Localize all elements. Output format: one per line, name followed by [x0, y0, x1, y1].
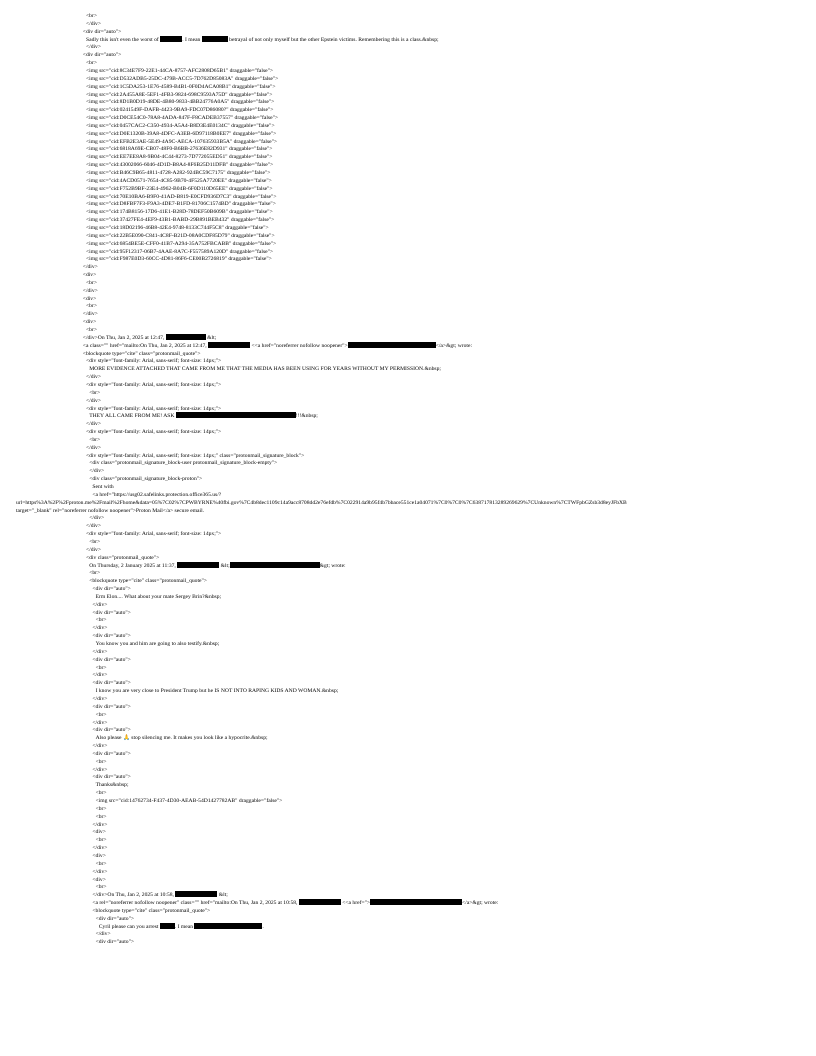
- line-text: </div>: [82, 264, 98, 271]
- source-line: [83, 271, 96, 279]
- source-line: [96, 797, 283, 805]
- source-line: [86, 153, 272, 161]
- line-text: <img src="cid:0241549F-DAFB-4423-9BA9-FDC07D86080?" draggable="false">: [86, 107, 274, 114]
- line-text: </div>: [92, 625, 108, 632]
- source-line: [92, 891, 227, 899]
- line-text: <img src="cid:D0CE54C0-78A8-4ADA-847F-F8CADEB37557" draggable="false">: [86, 115, 279, 122]
- line-text: Erm Elon.... What about your mate Sergey Brin?&nbsp;: [95, 593, 222, 600]
- redaction-box: [176, 412, 296, 418]
- redaction-box: [299, 899, 341, 905]
- line-text: <img src="cid:22B5E090-C841-4C8F-B21D-08A0CDF85D79" draggable="false">: [86, 232, 275, 239]
- line-text: <div dir="auto">: [82, 52, 122, 59]
- source-line: [86, 405, 221, 413]
- source-line: [92, 632, 130, 640]
- source-line: [96, 883, 107, 891]
- line-text: <div style="font-family: Arial, sans-serif; font-size: 14px;">: [86, 358, 222, 365]
- source-line: [96, 640, 220, 648]
- line-text: <br>: [86, 13, 97, 19]
- line-text: <div dir="auto">: [95, 939, 135, 946]
- line-text: </div>: [86, 444, 102, 451]
- line-text: I know you are very close to President Trump but he IS NOT INTO RAPING KIDS AND WOMAN.&nbsp;: [95, 688, 339, 695]
- source-line: [83, 350, 201, 358]
- source-line: [96, 687, 339, 695]
- redaction-box: [202, 36, 228, 42]
- source-line: [92, 648, 107, 656]
- redaction-box: [166, 334, 206, 340]
- source-line: [86, 302, 97, 310]
- source-line: [86, 357, 221, 365]
- redaction-box: [160, 36, 182, 42]
- line-text: <div dir="auto">: [92, 680, 131, 687]
- source-line: [86, 67, 273, 75]
- line-text: <div dir="auto">: [92, 774, 131, 781]
- line-text: </div>: [86, 44, 102, 51]
- line-text: Thanks&nbsp;: [95, 782, 129, 789]
- line-text: </div>: [92, 719, 108, 726]
- source-line: [86, 36, 439, 44]
- source-line: [86, 130, 276, 138]
- redaction-box: [160, 923, 175, 929]
- source-line: [92, 766, 107, 774]
- redaction-box: [230, 562, 320, 568]
- source-line: [86, 200, 276, 208]
- line-text: <br>: [95, 664, 107, 671]
- source-line: [86, 397, 101, 405]
- source-line: [86, 216, 274, 224]
- line-text: <div style="font-family: Arial, sans-serif; font-size: 14px;">: [86, 429, 222, 436]
- redaction-box: [194, 923, 262, 929]
- line-text: stop silencing me. It makes you look like a hypocrite.&nbsp;: [129, 735, 268, 742]
- line-text: <div style="font-family: Arial, sans-serif; font-size: 14px;">: [86, 381, 222, 388]
- line-text: </div>: [95, 931, 111, 938]
- line-text: </div>: [92, 868, 108, 875]
- source-line: [86, 83, 276, 91]
- source-line: [86, 185, 273, 193]
- line-text: </div>: [92, 648, 108, 655]
- line-text: betrayal of not only myself but the other Epstein victims. Remembering this is a class.&nbsp;: [227, 36, 439, 43]
- source-line: [86, 208, 273, 216]
- line-text: Sent with: [92, 484, 114, 490]
- source-line: [99, 923, 264, 931]
- source-line: [86, 114, 278, 122]
- source-line: [86, 546, 101, 554]
- source-line: [92, 609, 130, 617]
- source-line: [16, 507, 204, 515]
- line-text: <img src="cid:EFB2E3AE-5E49-4A9C-AECA-107635933B5A" draggable="false">: [86, 138, 278, 145]
- source-line: [86, 12, 97, 20]
- line-text: </div>: [92, 821, 108, 828]
- line-text: <img src="cid:F752B9BF-23E4-4962-B04B-6F0D110D65EE" draggable="false">: [86, 185, 273, 192]
- line-text: <img src="cid:174B8156-17D6-41E1-B28D-78DEF50B609B" draggable="false">: [86, 209, 273, 216]
- source-line: [86, 193, 276, 201]
- line-text: <div class="protonmail_signature_block-proton">: [89, 476, 203, 483]
- source-line: [92, 585, 130, 593]
- line-text: <blockquote type="cite" class="protonmail_quote">: [92, 907, 211, 914]
- source-line: [92, 679, 130, 687]
- redaction-box: [208, 342, 250, 348]
- source-line: [86, 122, 275, 130]
- line-text: </div>: [92, 695, 108, 702]
- source-line: [92, 671, 107, 679]
- line-text: <img src="cid:8C34E7F9-22E1-44CA-8757-AFC2808D65B1" draggable="false">: [86, 67, 274, 74]
- source-line: [96, 758, 107, 766]
- source-line: [92, 868, 107, 876]
- line-text: <br>: [95, 813, 107, 820]
- source-line: [92, 899, 498, 907]
- line-text: <div dir="auto">: [92, 656, 131, 663]
- line-text: <br>: [89, 538, 101, 545]
- source-line: [83, 263, 98, 271]
- line-text: </div>: [86, 421, 102, 428]
- source-line: [89, 569, 100, 577]
- redaction-box: [370, 899, 462, 905]
- line-text: </div>: [92, 743, 108, 750]
- line-text: <br>: [86, 60, 97, 67]
- line-text: <div style="font-family: Arial, sans-serif; font-size: 14px;">: [86, 531, 222, 538]
- source-line: [86, 420, 101, 428]
- source-line: [89, 577, 207, 585]
- line-text: <img src="cid:D532ADB5-25DC-479B-ACC5-7D762D85083A" draggable="false">: [86, 75, 279, 82]
- source-line: [92, 821, 107, 829]
- line-text: <br>: [95, 790, 107, 797]
- source-line: [92, 844, 107, 852]
- line-text: <div dir="auto">: [92, 609, 131, 616]
- source-line: [86, 381, 221, 389]
- line-text: <div>: [92, 829, 106, 836]
- source-line: [89, 514, 104, 522]
- line-text: <br>: [95, 758, 107, 765]
- source-line: [86, 169, 270, 177]
- source-line: [86, 59, 97, 67]
- source-line: [83, 342, 472, 350]
- line-text: <div dir="auto">: [82, 28, 122, 35]
- source-line: [96, 813, 107, 821]
- line-text: <div>: [92, 876, 106, 883]
- source-line: [92, 656, 130, 664]
- line-text: <img src="cid:8D1B0D19-48DE-4B80-9833-4BB24776A0A5" draggable="false">: [86, 99, 275, 106]
- source-line: [92, 703, 130, 711]
- line-text: <br>: [89, 389, 101, 396]
- line-text: <img src="cid:70E10BA6-B9F0-41AD-B819-E0CFD936D7C3" draggable="false">: [86, 193, 277, 200]
- line-text: <div dir="auto">: [92, 633, 131, 640]
- redaction-box: [175, 891, 217, 897]
- source-line: [86, 20, 101, 28]
- line-text: </div>: [86, 397, 102, 404]
- line-text: THEY ALL CAME FROM ME! ASK: [89, 413, 176, 420]
- source-line: [96, 789, 107, 797]
- source-line: [96, 930, 111, 938]
- source-line: [83, 51, 121, 59]
- line-text: <a class="" href="mailto:On Thu, Jan 2, 2025 at 12:47,: [82, 342, 209, 349]
- line-text: &lt;: [219, 562, 230, 569]
- line-text: On Thursday, 2 January 2025 at 11:37,: [89, 562, 178, 569]
- source-line: [89, 562, 345, 570]
- source-line: [86, 240, 276, 248]
- line-text: <img src="cid:1C5DA253-1E76-4589-B4B1-0F0D4ACA08B1" draggable="false">: [86, 83, 276, 90]
- line-text: <img src="cid:14762734-F437-4D30-AEAB-54D1427782AB" draggable="false">: [95, 798, 283, 804]
- line-text: <img src="cid:F987E0D3-60CC-4D81-86F6-CE00B2726819" draggable="false">: [86, 256, 272, 263]
- redaction-box: [348, 342, 436, 348]
- line-text: Also please: [95, 735, 123, 742]
- line-text: <div dir="auto">: [92, 703, 131, 710]
- line-text: <div>: [82, 272, 97, 279]
- line-text: </div>: [89, 515, 105, 522]
- line-text: url=https%3A%2F%2Fproton.me%2Fmail%2Fhome&data=05%7C02%7CPWBYRNE%40fbi.gov%7C4b8dec1109c14a9acc8708dd2e76efdb%7C022914a9b95f4b7bbace551ce1a04071%7C0%7C0%7C638717813289269629%7CUnknown%7CTWFpbGZsb3d8eyJFbXB: [16, 499, 627, 506]
- line-text: <div style="font-family: Arial, sans-serif; font-size: 14px;">: [86, 405, 222, 412]
- line-text: <<a href=">: [340, 900, 371, 907]
- line-text: . I mean: [174, 923, 195, 930]
- line-text: </a>&gt; wrote:: [435, 342, 473, 349]
- source-line: [86, 279, 97, 287]
- source-line: [86, 232, 275, 240]
- source-line: [89, 436, 100, 444]
- line-text: </div>: [82, 287, 98, 294]
- line-text: .: [262, 923, 264, 930]
- source-line: [83, 295, 96, 303]
- line-text: <img src="cid:43002066-6046-4D1D-B8A4-8F6B25D11DFB" draggable="false">: [86, 162, 274, 169]
- line-text: <img src="cid:0457CAC2-C350-4934-A5A4-B8D3E4E0134C" draggable="false">: [86, 122, 275, 129]
- source-line: [96, 593, 221, 601]
- line-text: <div class="protonmail_quote">: [86, 554, 160, 561]
- source-line: [92, 491, 221, 499]
- source-line: [86, 326, 97, 334]
- source-line: [92, 719, 107, 727]
- source-line: [86, 145, 272, 153]
- line-text: <img src="cid:6854BE5E-CFF0-41B7-A294-35A752FBCABB" draggable="false">: [86, 240, 277, 247]
- source-line: [92, 624, 107, 632]
- line-text: <img src="cid:37427FE4-4EF9-43B1-BABD-29B891BEB432" draggable="false">: [86, 217, 275, 224]
- line-text: <br>: [86, 303, 97, 310]
- line-text: <br>: [89, 570, 101, 577]
- source-line: [83, 318, 96, 326]
- line-text: <br>: [95, 860, 107, 867]
- source-line: [96, 915, 134, 923]
- line-text: </div>: [86, 20, 102, 27]
- source-line: [86, 224, 269, 232]
- line-text: <div dir="auto">: [92, 586, 131, 593]
- line-text: <br>: [95, 711, 107, 718]
- line-text: MORE EVIDENCE ATTACHED THAT CAME FROM ME THAT THE MEDIA HAS BEEN USING FOR YEARS WITHOUT MY PERMISSION.&nbsp;: [89, 366, 441, 373]
- source-line: [86, 554, 159, 562]
- line-text: <div dir="auto">: [95, 915, 135, 922]
- line-text: <div dir="auto">: [92, 750, 131, 757]
- source-line: [96, 781, 129, 789]
- line-text: </a>&gt; wrote:: [462, 900, 499, 907]
- pray-emoji-icon: 🙏: [122, 735, 130, 742]
- line-text: </div>: [92, 845, 108, 852]
- line-text: <div>: [82, 319, 97, 326]
- line-text: </div>: [92, 672, 108, 679]
- source-line: [96, 938, 134, 946]
- source-line: [92, 726, 130, 734]
- line-text: <img src="cid:D8FBF7F3-F9A3-4DE7-B1FD-81706C1574BD" draggable="false">: [86, 201, 276, 208]
- source-line: [86, 177, 272, 185]
- source-line: [96, 805, 107, 813]
- line-text: </div>: [89, 468, 105, 475]
- source-line: [89, 538, 100, 546]
- line-text: <img src="cid:6818A69E-CB07-48F0-B6BB-27636E82D931" draggable="false">: [86, 146, 273, 153]
- line-text: &lt;: [205, 334, 217, 341]
- line-text: <img src="cid:4ACD0571-7654-4C85-9B70-4F525A7720EE" draggable="false">: [86, 177, 272, 184]
- line-text: Cyril please can you arrest: [98, 923, 160, 930]
- source-line: [86, 255, 272, 263]
- source-line: [92, 483, 113, 491]
- line-text: <div dir="auto">: [92, 727, 131, 734]
- line-text: <img src="cid:D0E1320B-39A8-4DFC-A3EB-6D97118B0EE7" draggable="false">: [86, 130, 277, 137]
- source-line: [92, 750, 130, 758]
- line-text: <blockquote type="cite" class="protonmail_quote">: [89, 578, 207, 585]
- line-text: <<a href="noreferrer nofollow noopener">: [250, 342, 348, 349]
- source-line: [92, 695, 107, 703]
- source-line: [83, 287, 98, 295]
- line-text: <div>: [82, 295, 97, 302]
- source-line: [16, 499, 627, 507]
- line-text: <br>: [95, 884, 107, 891]
- line-text: <div class="protonmail_signature_block-user protonmail_signature_block-empty">: [89, 460, 278, 467]
- source-line: [86, 522, 101, 530]
- line-text: You know you and him are going to also testify.&nbsp;: [95, 641, 220, 647]
- line-text: !!!&nbsp;: [295, 413, 318, 420]
- source-line: [86, 91, 272, 99]
- source-line: [86, 428, 221, 436]
- line-text: &lt;: [217, 892, 228, 899]
- source-line: [89, 389, 100, 397]
- line-text: &gt; wrote:: [319, 562, 346, 569]
- line-text: target="_blank" rel="noreferrer nofollow noopener">Proton Mail</a> secure email.: [16, 507, 205, 514]
- line-text: <div style="font-family: Arial, sans-serif; font-size: 14px;" class="protonmail_signature_block">: [86, 452, 305, 459]
- source-line: [92, 907, 210, 915]
- source-line: [96, 616, 107, 624]
- source-line: [92, 852, 105, 860]
- line-text: <img src="cid:B46C9B65-4811-4728-A282-924BC59C7175" draggable="false">: [86, 170, 271, 176]
- line-text: </div>On Thu, Jan 2, 2025 at 12:47,: [82, 334, 166, 341]
- line-text: <br>: [95, 837, 107, 844]
- line-text: <blockquote type="cite" class="protonmail_quote">: [82, 350, 201, 357]
- source-line: [89, 475, 202, 483]
- redaction-box: [177, 562, 219, 568]
- source-line: [83, 334, 216, 342]
- line-text: <a rel="noreferrer nofollow noopener" class="" href="mailto:On Thu, Jan 2, 2025 at 10:58,: [92, 900, 299, 907]
- source-line: [96, 860, 107, 868]
- source-line: [92, 876, 105, 884]
- source-line: [86, 373, 101, 381]
- source-line: [83, 28, 121, 36]
- source-line: [96, 836, 107, 844]
- source-line: [86, 43, 101, 51]
- source-line: [83, 310, 98, 318]
- line-text: <img src="cid:EE7EE8A8-9B04-4C44-8273-7D772055ED51" draggable="false">: [86, 154, 273, 161]
- source-line: [96, 734, 268, 742]
- line-text: . I mean: [182, 36, 202, 43]
- line-text: <img src="cid:95F12317-06B7-4AAE-8A7C-F557589A120D" draggable="false">: [86, 248, 274, 255]
- line-text: <br>: [86, 327, 97, 333]
- source-line: [96, 711, 107, 719]
- source-line: [86, 444, 101, 452]
- line-text: </div>: [92, 766, 108, 773]
- source-line: [86, 452, 304, 460]
- source-line: [86, 75, 278, 83]
- line-text: </div>: [82, 311, 98, 318]
- line-text: <br>: [95, 805, 107, 812]
- line-text: <br>: [95, 617, 107, 624]
- source-line: [86, 138, 277, 146]
- line-text: </div>: [86, 374, 102, 381]
- line-text: <img src="cid:18D02196-46B8-42E4-9748-8133C744F5C8" draggable="false">: [86, 224, 269, 231]
- line-text: </div>: [86, 523, 102, 530]
- line-text: <a href="https://usg02.safelinks.protection.office365.us/?: [92, 491, 222, 498]
- source-line: [86, 248, 273, 256]
- source-line: [92, 601, 107, 609]
- source-line: [92, 828, 105, 836]
- line-text: Sadly this isn't even the worst of: [86, 36, 161, 43]
- source-line: [89, 412, 318, 420]
- source-line: [89, 365, 441, 373]
- line-text: </div>: [86, 546, 102, 553]
- source-line: [89, 467, 104, 475]
- line-text: <div>: [92, 852, 106, 859]
- source-line: [86, 106, 273, 114]
- source-line: [86, 530, 221, 538]
- source-line: [86, 161, 273, 169]
- line-text: <img src="cid:2A455A8E-5EF1-4FB3-9824-698C9593A75D" draggable="false">: [86, 91, 273, 98]
- source-line: [92, 742, 107, 750]
- source-line: [89, 459, 277, 467]
- source-line: [86, 98, 274, 106]
- line-text: <br>: [89, 436, 101, 443]
- source-line: [92, 773, 130, 781]
- line-text: </div>On Thu, Jan 2, 2025 at 10:58,: [92, 892, 176, 899]
- line-text: <br>: [86, 279, 97, 286]
- line-text: </div>: [92, 601, 108, 608]
- source-line: [96, 664, 107, 672]
